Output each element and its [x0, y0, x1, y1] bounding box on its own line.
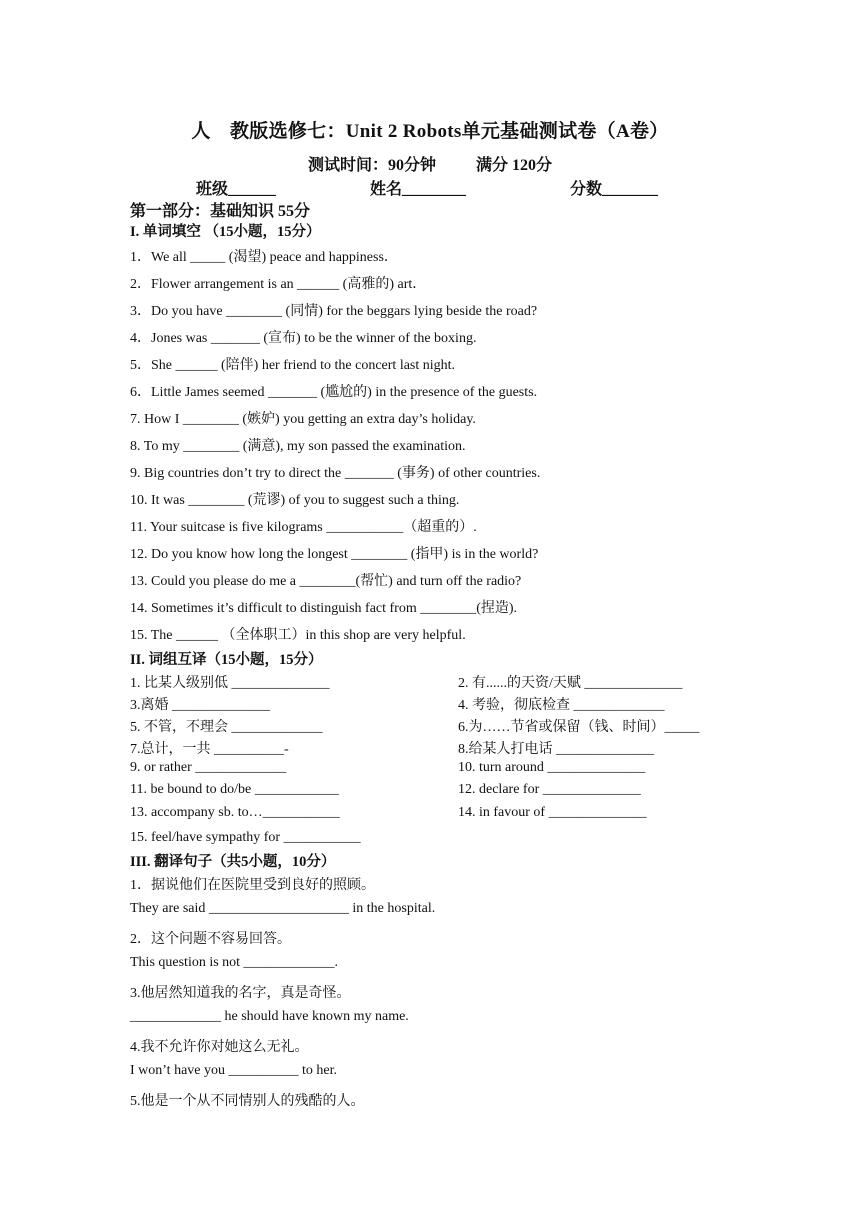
exam-info: [0, 152, 860, 175]
phrase-item: 15. feel/have sympathy for ___________: [130, 830, 361, 845]
word-item: 10. It was ________ (荒谬) of you to suggest such a thing.: [130, 493, 460, 508]
phrase-item: 13. accompany sb. to…___________: [130, 805, 340, 820]
word-item: 9. Big countries don’t try to direct the _______ (事务) of other countries.: [130, 466, 541, 481]
word-item: 15. The ______ （全体职工）in this shop are very helpful.: [130, 628, 466, 643]
word-item: 12. Do you know how long the longest ________ (指甲) is in the world?: [130, 547, 539, 562]
word-item: 13. Could you please do me a ________(帮忙) and turn off the radio?: [130, 574, 522, 589]
exam-full-score: 满分 120分: [476, 157, 553, 174]
translation-item: _____________ he should have known my name.: [130, 1009, 409, 1024]
phrase-item: 8.给某人打电话 ______________: [458, 742, 654, 757]
phrase-item: 1. 比某人级别低 ______________: [130, 676, 330, 691]
word-item: 3．Do you have ________ (同情) for the beggars lying beside the road?: [130, 304, 538, 319]
phrase-item: 7.总计，一共 __________-: [130, 742, 289, 757]
phrase-item: 6.为……节省或保留（钱、时间）_____: [458, 720, 700, 735]
word-item: 7. How I ________ (嫉妒) you getting an extra day’s holiday.: [130, 412, 476, 427]
phrase-item: 14. in favour of ______________: [458, 805, 647, 820]
word-item: 5．She ______ (陪伴) her friend to the concert last night.: [130, 358, 456, 373]
class-field: 班级______: [196, 181, 277, 198]
section-two-heading: II. 词组互译（15小题，15分）: [130, 652, 323, 668]
name-field: 姓名________: [370, 181, 467, 198]
word-item: 8. To my ________ (满意), my son passed the examination.: [130, 439, 466, 454]
translation-item: They are said ____________________ in the hospital.: [130, 901, 436, 916]
phrase-item: 12. declare for ______________: [458, 782, 641, 797]
translation-item: This question is not _____________.: [130, 955, 339, 970]
translation-item: 2．这个问题不容易回答。: [130, 932, 291, 947]
word-item: 2．Flower arrangement is an ______ (高雅的) art．: [130, 277, 427, 292]
word-item: 1．We all _____ (渴望) peace and happiness．: [130, 250, 398, 265]
phrase-item: 9. or rather _____________: [130, 760, 287, 775]
word-item: 6．Little James seemed _______ (尴尬的) in the presence of the guests.: [130, 385, 538, 400]
word-item: 14. Sometimes it’s difficult to distinguish fact from ________(捏造).: [130, 601, 518, 616]
translation-item: I won’t have you __________ to her.: [130, 1063, 337, 1078]
translation-item: 3.他居然知道我的名字，真是奇怪。: [130, 986, 351, 1001]
phrase-item: 11. be bound to do/be ____________: [130, 782, 339, 797]
phrase-item: 5. 不管，不理会 _____________: [130, 720, 323, 735]
word-item: 4．Jones was _______ (宣布) to be the winner of the boxing.: [130, 331, 477, 346]
document-title: 人 教版选修七：Unit 2 Robots单元基础测试卷（A卷）: [191, 121, 669, 142]
translation-item: 1．据说他们在医院里受到良好的照顾。: [130, 878, 375, 893]
translation-item: 5.他是一个从不同情别人的残酷的人。: [130, 1094, 365, 1109]
phrase-item: 4. 考验，彻底检查 _____________: [458, 698, 665, 713]
translation-item: 4.我不允许你对她这么无礼。: [130, 1040, 309, 1055]
phrase-item: 10. turn around ______________: [458, 760, 646, 775]
phrase-item: 2. 有......的天资/天赋 ______________: [458, 676, 683, 691]
score-field: 分数_______: [570, 181, 659, 198]
part-one-heading: 第一部分：基础知识 55分: [130, 203, 311, 220]
section-one-heading: I. 单词填空 （15小题，15分）: [130, 224, 321, 240]
phrase-item: 3.离婚 ______________: [130, 698, 270, 713]
word-item: 11. Your suitcase is five kilograms ___________（超重的）.: [130, 520, 477, 535]
exam-time: 测试时间：90分钟: [307, 157, 436, 174]
section-three-heading: III. 翻译句子（共5小题，10分）: [130, 854, 336, 870]
